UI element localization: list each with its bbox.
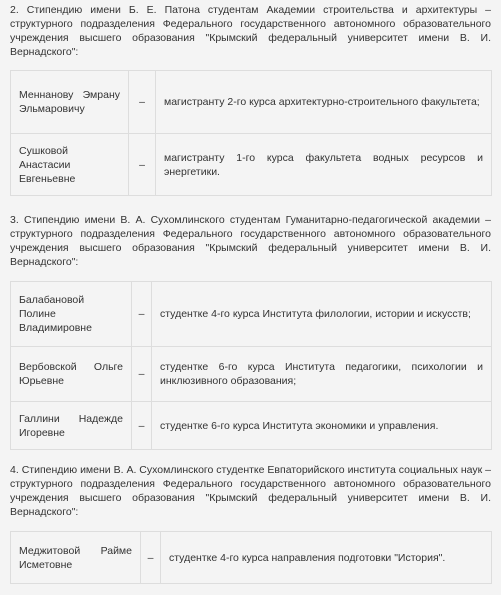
dash-separator: – [132,347,152,402]
recipient-name: Вербовской Ольге Юрьевне [11,347,132,402]
table-row [11,134,492,196]
recipient-name: Галлини Надежде Игоревне [11,402,132,450]
award-table [10,281,492,450]
recipient-description: студентке 4-го курса направления подготовки "История". [161,532,492,584]
recipient-description: студентке 6-го курса Института педагогики, психологии и инклюзивного образования; [152,347,492,402]
award-table [10,70,492,196]
recipient-name: Балабановой Полине Владимировне [11,282,132,347]
section-heading: 4. Стипендию имени В. А. Сухомлинского студентке Евпаторийского института социальных наук – структурного подразделения Федерального государственного автономного образовательного учреждения высшего образования "Крымский федеральный университет имени В. И. Вернадского": [10,464,491,518]
dash-separator: – [129,71,156,134]
dash-separator: – [132,282,152,347]
section-heading: 2. Стипендию имени Б. Е. Патона студентам Академии строительства и архитектуры – структурного подразделения Федерального государственного автономного образовательного учреждения высшего образования "Крымский федеральный университет имени В. И. Вернадского": [10,4,491,58]
table-row [11,402,492,450]
recipient-name: Сушковой Анастасии Евгеньевне [11,134,129,196]
recipient-description: студентке 4-го курса Института филологии, истории и искусств; [152,282,492,347]
recipient-name: Меджитовой Райме Исметовне [11,532,141,584]
dash-separator: – [129,134,156,196]
dash-separator: – [141,532,161,584]
recipient-description: магистранту 1-го курса факультета водных ресурсов и энергетики. [156,134,492,196]
recipient-description: студентке 6-го курса Института экономики и управления. [152,402,492,450]
award-table [10,531,492,584]
table-row [11,282,492,347]
table-row [11,347,492,402]
section-heading: 3. Стипендию имени В. А. Сухомлинского студентам Гуманитарно-педагогической академии – структурного подразделения Федерального государственного автономного образовательного учреждения высшего образования "Крымский федеральный университет имени В. И. Вернадского": [10,214,491,268]
dash-separator: – [132,402,152,450]
recipient-description: магистранту 2-го курса архитектурно-строительного факультета; [156,71,492,134]
recipient-name: Меннанову Эмрану Эльмаровичу [11,71,129,134]
table-row [11,71,492,134]
table-row [11,532,492,584]
